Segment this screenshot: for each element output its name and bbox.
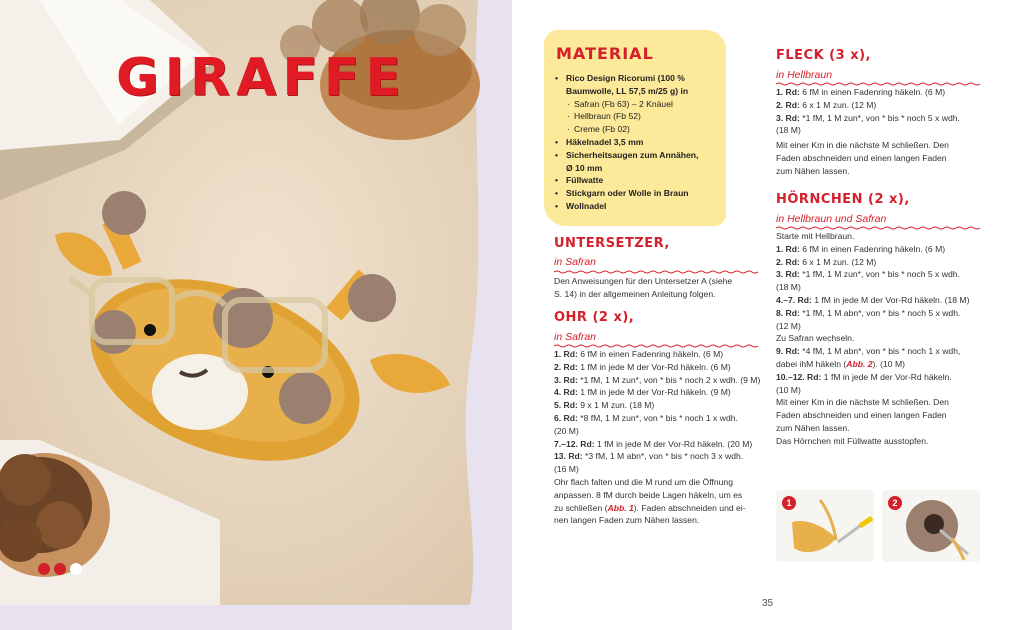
round-row: 5. Rd: 9 x 1 M zun. (18 M) xyxy=(554,400,655,411)
round-row: (12 M) xyxy=(776,320,801,331)
ohr-instructions xyxy=(554,348,760,527)
text-line: zum Nähen lassen. xyxy=(776,165,850,176)
round-row: 3. Rd: *1 fM, 1 M zun*, von * bis * noch 5 x wdh. xyxy=(776,269,960,280)
round-row: 2. Rd: 6 x 1 M zun. (12 M) xyxy=(776,256,877,267)
text-line: zu schließen (Abb. 1). Faden abschneiden und ei- xyxy=(554,502,746,513)
text-line: Faden abschneiden und einen langen Faden xyxy=(776,152,947,163)
page-number: 35 xyxy=(762,598,774,609)
material-item: Ø 10 mm xyxy=(566,162,603,173)
round-row: 2. Rd: 6 x 1 M zun. (12 M) xyxy=(776,99,877,110)
text-line: nen langen Faden zum Nähen lassen. xyxy=(554,515,700,526)
hoernchen-sub: in Hellbraun und Safran xyxy=(776,213,887,225)
material-item: Baumwolle, LL 57,5 m/25 g) in xyxy=(566,85,689,96)
round-row: 4. Rd: 1 fM in jede M der Vor-Rd häkeln. (9 M) xyxy=(554,387,731,398)
text-line: Starte mit Hellbraun. xyxy=(776,231,855,241)
round-row: 3. Rd: *1 fM, 1 M zun*, von * bis * noch 2 x wdh. (9 M) xyxy=(554,374,761,385)
dot-3 xyxy=(70,563,82,575)
text-line: anpassen. 8 fM durch beide Lagen häkeln, um es xyxy=(554,489,743,500)
material-item: • Füllwatte xyxy=(554,174,724,187)
round-row: 2. Rd: 1 fM in jede M der Vor-Rd häkeln. (6 M) xyxy=(554,361,731,372)
round-row: 1. Rd: 6 fM in einen Fadenring häkeln. (6 M) xyxy=(554,349,724,359)
round-row: 13. Rd: *3 fM, 1 M abn*, von * bis * noch 3 x wdh. xyxy=(554,451,744,462)
round-row: 1. Rd: 6 fM in einen Fadenring häkeln. (6 M) xyxy=(776,243,946,254)
hoernchen-instructions xyxy=(776,230,969,448)
divider-wave xyxy=(554,270,758,274)
round-row: 10.–12. Rd: 1 fM in jede M der Vor-Rd häkeln. xyxy=(776,371,952,382)
material-item: • Rico Design Ricorumi (100 % xyxy=(554,72,724,85)
text-line: dabei ihM häkeln (Abb. 2). (10 M) xyxy=(776,358,905,369)
text-line: Mit einer Km in die nächste M schließen. Den xyxy=(776,140,949,151)
material-subitem: · Hellbraun (Fb 52) xyxy=(554,110,724,123)
page-title: GIRAFFE xyxy=(116,48,407,108)
material-list xyxy=(554,72,724,213)
material-item: • Wollnadel xyxy=(554,200,724,213)
text-line: Das Hörnchen mit Füllwatte ausstopfen. xyxy=(776,435,929,446)
text-line: Ohr flach falten und die M rund um die Öffnung xyxy=(554,476,733,487)
material-item: • Sicherheitsaugen zum Annähen, xyxy=(554,149,724,162)
dot-2 xyxy=(54,563,66,575)
material-subitem: · Creme (Fb 02) xyxy=(554,123,724,136)
round-row: (10 M) xyxy=(776,384,801,395)
text-line: S. 14) in der allgemeinen Anleitung folgen. xyxy=(554,288,716,299)
fleck-instructions xyxy=(776,86,960,178)
untersetzer-text xyxy=(554,275,732,301)
round-row: (16 M) xyxy=(554,464,579,475)
round-row: (20 M) xyxy=(554,425,579,436)
text-line: Zu Safran wechseln. xyxy=(776,333,855,344)
round-row: 7.–12. Rd: 1 fM in jede M der Vor-Rd häkeln. (20 M) xyxy=(554,438,753,449)
untersetzer-heading: UNTERSETZER, xyxy=(554,236,670,251)
text-line: zum Nähen lassen. xyxy=(776,422,850,433)
round-row: 6. Rd: *8 fM, 1 M zun*, von * bis * noch 1 x wdh. xyxy=(554,412,738,423)
fleck-heading: FLECK (3 x), xyxy=(776,48,871,63)
right-page xyxy=(512,0,1020,630)
text-line: Mit einer Km in die nächste M schließen. Den xyxy=(776,397,949,408)
dot-1 xyxy=(38,563,50,575)
untersetzer-sub: in Safran xyxy=(554,256,597,268)
fleck-sub: in Hellbraun xyxy=(776,69,833,81)
text-line: Den Anweisungen für den Untersetzer A (siehe xyxy=(554,276,733,286)
round-row: 1. Rd: 6 fM in einen Fadenring häkeln. (6 M) xyxy=(776,87,946,97)
material-subitem: · Safran (Fb 63) – 2 Knäuel xyxy=(554,98,724,111)
round-row: 9. Rd: *4 fM, 1 M abn*, von * bis * noch 1 x wdh, xyxy=(776,346,961,357)
round-row: 8. Rd: *1 fM, 1 M abn*, von * bis * noch 5 x wdh. xyxy=(776,307,961,318)
material-title: MATERIAL xyxy=(556,44,654,63)
material-item: • Stickgarn oder Wolle in Braun xyxy=(554,187,724,200)
step-image-1 xyxy=(776,490,874,562)
text-line: Faden abschneiden und einen langen Faden xyxy=(776,410,947,421)
ohr-sub: in Safran xyxy=(554,331,597,343)
page-dots xyxy=(38,563,82,575)
ohr-heading: OHR (2 x), xyxy=(554,310,635,325)
step-badge: 2 xyxy=(888,496,902,510)
step-image-2 xyxy=(882,490,980,562)
round-row: 3. Rd: *1 fM, 1 M zun*, von * bis * noch 5 x wdh. xyxy=(776,112,960,123)
material-item: • Häkelnadel 3,5 mm xyxy=(554,136,724,149)
round-row: (18 M) xyxy=(776,125,801,136)
round-row: (18 M) xyxy=(776,282,801,293)
step-badge: 1 xyxy=(782,496,796,510)
hoernchen-heading: HÖRNCHEN (2 x), xyxy=(776,192,910,207)
round-row: 4.–7. Rd: 1 fM in jede M der Vor-Rd häkeln. (18 M) xyxy=(776,294,970,305)
